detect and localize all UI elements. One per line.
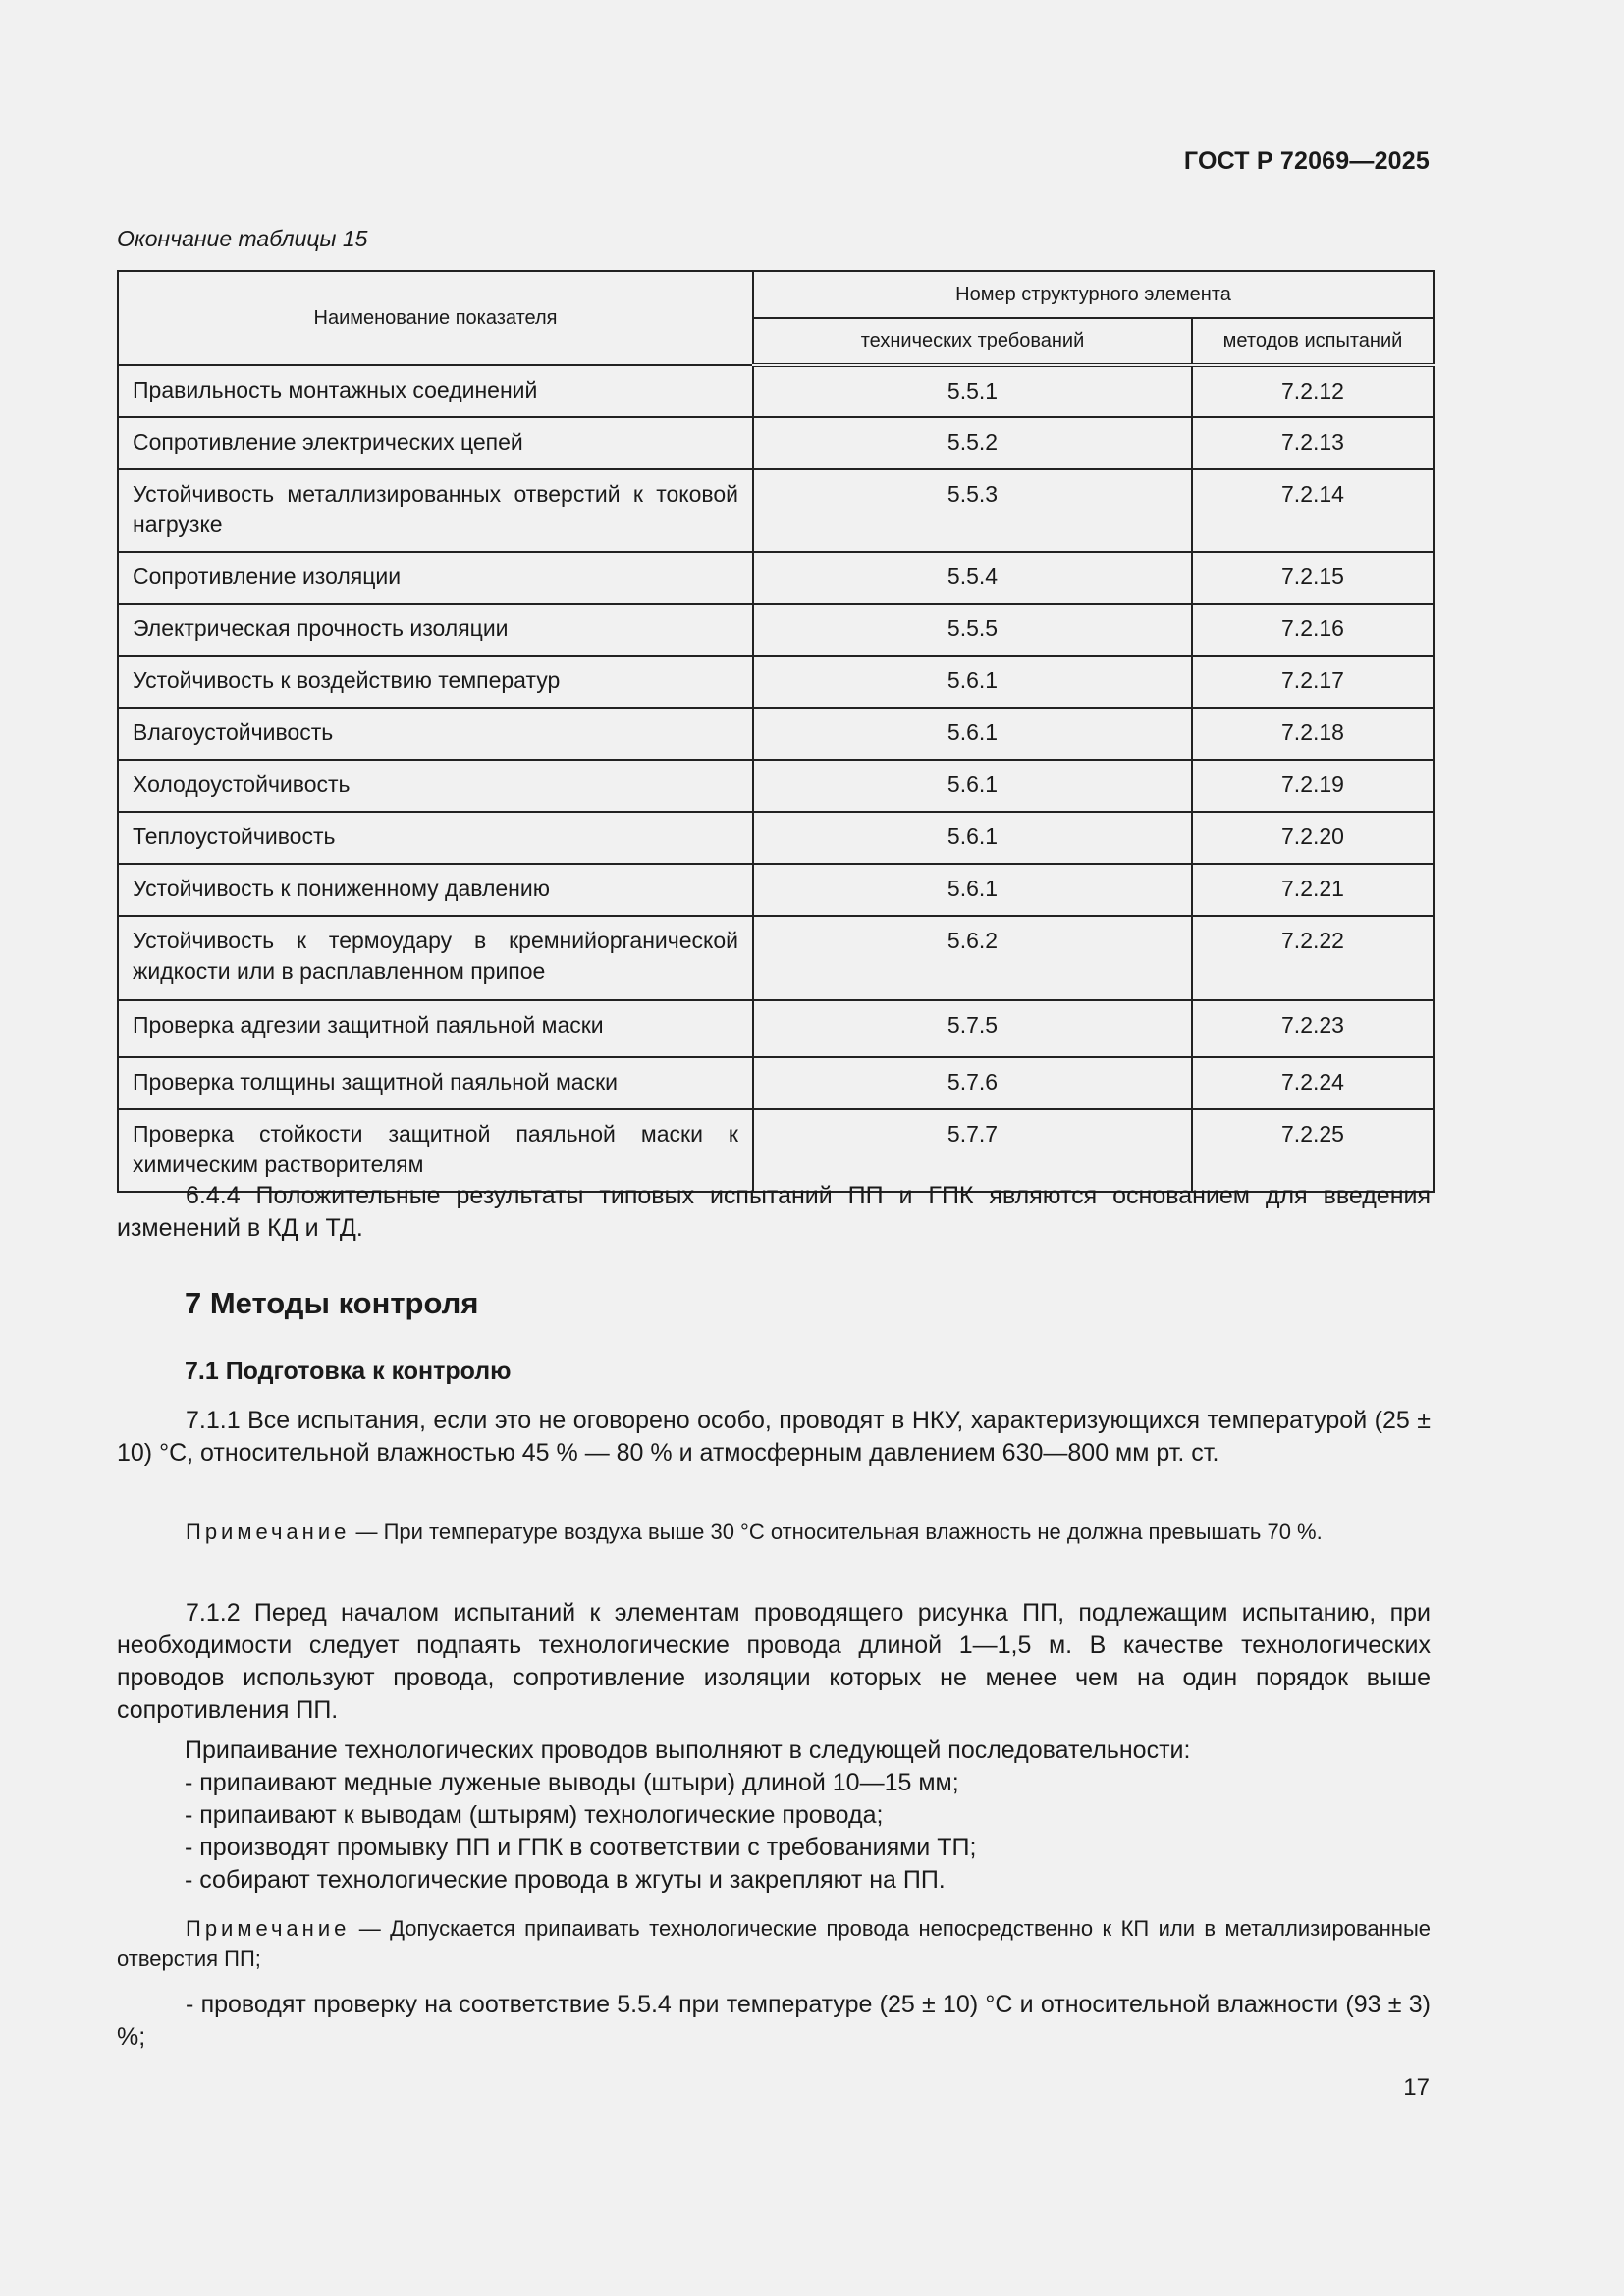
table-row bbox=[118, 1057, 1434, 1109]
paragraph-7-1-1: 7.1.1 Все испытания, если это не оговорено особо, проводят в НКУ, характеризующихся температурой (25 ± 10) °С, относительной влажностью 45 % — 80 % и атмосферным давлением 630—800 мм рт. ст. bbox=[117, 1407, 1431, 1467]
row-name: Устойчивость металлизированных отверстий к токовой нагрузке bbox=[118, 469, 753, 552]
row-method: 7.2.22 bbox=[1192, 916, 1434, 1000]
row-method: 7.2.21 bbox=[1192, 864, 1434, 916]
row-name: Влагоустойчивость bbox=[118, 708, 753, 760]
paragraph-soldering-intro: Припаивание технологических проводов выполняют в следующей последовательности: bbox=[185, 1736, 1191, 1764]
col-header-requirements: технических требований bbox=[753, 318, 1192, 365]
table-row bbox=[118, 812, 1434, 864]
table-row bbox=[118, 417, 1434, 469]
row-requirement: 5.6.1 bbox=[753, 760, 1192, 812]
table-row bbox=[118, 552, 1434, 604]
soldering-steps-list bbox=[185, 1767, 1430, 1896]
page-number: 17 bbox=[1403, 2074, 1430, 2101]
note-1 bbox=[117, 1517, 1431, 1547]
row-requirement: 5.7.5 bbox=[753, 1000, 1192, 1057]
note-2-label: Примечание bbox=[186, 1916, 351, 1941]
row-method: 7.2.13 bbox=[1192, 417, 1434, 469]
row-method: 7.2.19 bbox=[1192, 760, 1434, 812]
table-row bbox=[118, 760, 1434, 812]
list-item: - припаивают медные луженые выводы (штыри) длиной 10—15 мм; bbox=[185, 1769, 959, 1796]
row-requirement: 5.5.3 bbox=[753, 469, 1192, 552]
row-method: 7.2.24 bbox=[1192, 1057, 1434, 1109]
row-name: Правильность монтажных соединений bbox=[118, 365, 753, 417]
table-row bbox=[118, 604, 1434, 656]
paragraph-7-1-2: 7.1.2 Перед началом испытаний к элементам проводящего рисунка ПП, подлежащим испытанию, при необходимости следует подпаять технологические провода длиной 1—1,5 м. В качестве технологических проводов используют провода, сопротивление изоляции которых не менее чем на один порядок выше сопротивления ПП. bbox=[117, 1599, 1431, 1724]
row-method: 7.2.25 bbox=[1192, 1109, 1434, 1192]
list-item: - собирают технологические провода в жгуты и закрепляют на ПП. bbox=[185, 1866, 946, 1894]
table-row bbox=[118, 916, 1434, 1000]
paragraph-last: - проводят проверку на соответствие 5.5.4 при температуре (25 ± 10) °С и относительной влажности (93 ± 3) %; bbox=[117, 1991, 1431, 2051]
col-header-group: Номер структурного элемента bbox=[753, 271, 1434, 318]
row-name: Сопротивление электрических цепей bbox=[118, 417, 753, 469]
row-method: 7.2.17 bbox=[1192, 656, 1434, 708]
row-requirement: 5.7.7 bbox=[753, 1109, 1192, 1192]
row-method: 7.2.23 bbox=[1192, 1000, 1434, 1057]
row-name: Устойчивость к термоудару в кремнийорганической жидкости или в расплавленном припое bbox=[118, 916, 753, 1000]
section-7-heading: 7 Методы контроля bbox=[185, 1286, 479, 1320]
row-name: Теплоустойчивость bbox=[118, 812, 753, 864]
row-method: 7.2.20 bbox=[1192, 812, 1434, 864]
row-name: Проверка адгезии защитной паяльной маски bbox=[118, 1000, 753, 1057]
paragraph-6-4-4: 6.4.4 Положительные результаты типовых испытаний ПП и ГПК являются основанием для введения изменений в КД и ТД. bbox=[117, 1182, 1431, 1242]
row-name: Устойчивость к пониженному давлению bbox=[118, 864, 753, 916]
row-requirement: 5.6.1 bbox=[753, 708, 1192, 760]
row-name: Устойчивость к воздействию температур bbox=[118, 656, 753, 708]
row-method: 7.2.18 bbox=[1192, 708, 1434, 760]
list-item: - припаивают к выводам (штырям) технологические провода; bbox=[185, 1801, 884, 1829]
spec-table bbox=[117, 270, 1435, 1193]
section-7-1-heading: 7.1 Подготовка к контролю bbox=[185, 1358, 512, 1385]
row-method: 7.2.14 bbox=[1192, 469, 1434, 552]
row-requirement: 5.7.6 bbox=[753, 1057, 1192, 1109]
row-requirement: 5.5.1 bbox=[753, 365, 1192, 417]
row-name: Холодоустойчивость bbox=[118, 760, 753, 812]
row-method: 7.2.16 bbox=[1192, 604, 1434, 656]
note-2-text: — Допускается припаивать технологические провода непосредственно к КП или в металлизированные отверстия ПП; bbox=[117, 1916, 1431, 1971]
row-method: 7.2.12 bbox=[1192, 365, 1434, 417]
row-requirement: 5.6.2 bbox=[753, 916, 1192, 1000]
row-name: Проверка толщины защитной паяльной маски bbox=[118, 1057, 753, 1109]
row-requirement: 5.6.1 bbox=[753, 656, 1192, 708]
table-caption: Окончание таблицы 15 bbox=[117, 226, 368, 251]
table-row bbox=[118, 864, 1434, 916]
table-row bbox=[118, 1000, 1434, 1057]
row-name: Сопротивление изоляции bbox=[118, 552, 753, 604]
note-1-text: — При температуре воздуха выше 30 °С относительная влажность не должна превышать 70 %. bbox=[350, 1520, 1323, 1544]
note-2 bbox=[117, 1913, 1431, 1974]
row-method: 7.2.15 bbox=[1192, 552, 1434, 604]
document-code: ГОСТ Р 72069—2025 bbox=[1183, 147, 1430, 175]
col-header-methods: методов испытаний bbox=[1192, 318, 1434, 365]
row-requirement: 5.5.5 bbox=[753, 604, 1192, 656]
note-1-label: Примечание bbox=[186, 1520, 351, 1544]
row-requirement: 5.6.1 bbox=[753, 812, 1192, 864]
row-name: Проверка стойкости защитной паяльной маски к химическим растворителям bbox=[118, 1109, 753, 1192]
list-item: - производят промывку ПП и ГПК в соответствии с требованиями ТП; bbox=[185, 1834, 977, 1861]
table-row bbox=[118, 708, 1434, 760]
col-header-name: Наименование показателя bbox=[118, 271, 753, 365]
row-requirement: 5.5.4 bbox=[753, 552, 1192, 604]
row-name: Электрическая прочность изоляции bbox=[118, 604, 753, 656]
row-requirement: 5.6.1 bbox=[753, 864, 1192, 916]
row-requirement: 5.5.2 bbox=[753, 417, 1192, 469]
table-row bbox=[118, 365, 1434, 417]
table-row bbox=[118, 656, 1434, 708]
table-row bbox=[118, 469, 1434, 552]
